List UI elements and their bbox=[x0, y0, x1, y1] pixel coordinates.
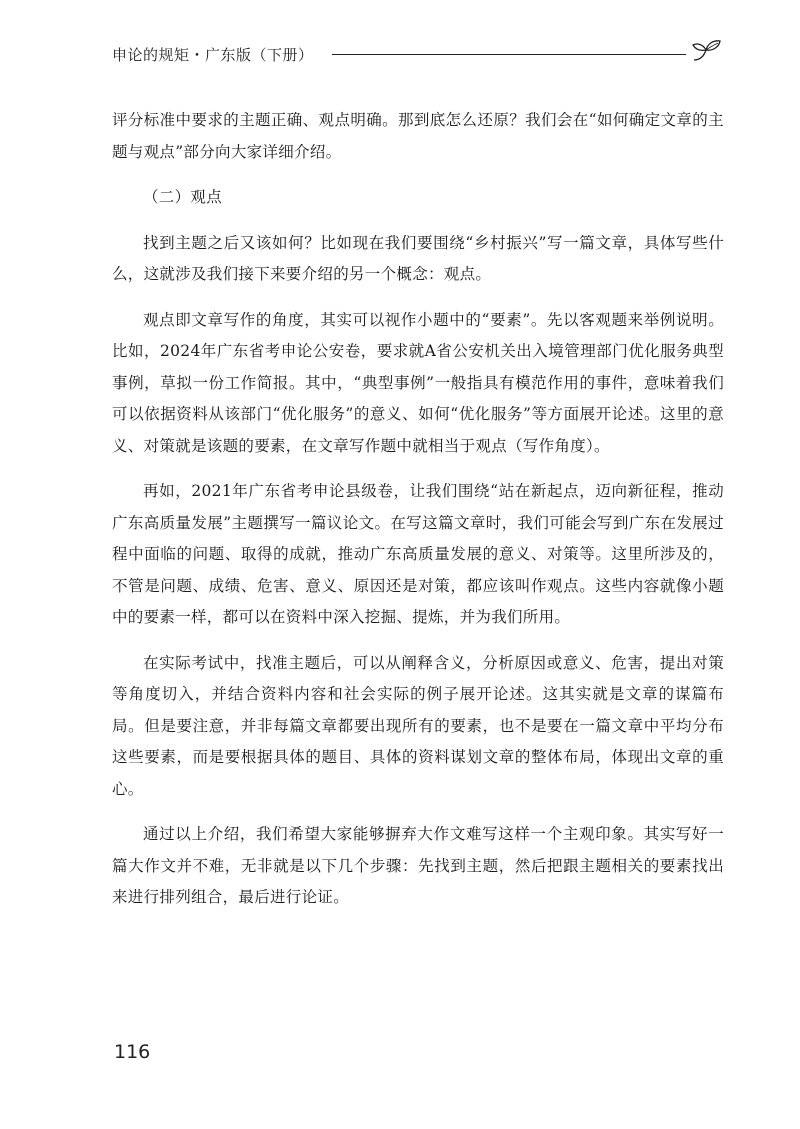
paragraph: 找到主题之后又该如何？比如现在我们要围绕“乡村振兴”写一篇文章，具体写些什么，这就涉及我们接下来要介绍的另一个概念：观点。 bbox=[112, 233, 724, 283]
sprout-icon bbox=[690, 38, 724, 64]
section-heading: （二）观点 bbox=[143, 188, 223, 206]
header-divider bbox=[332, 54, 686, 55]
running-header-title: 申论的规矩・广东版（下册） bbox=[112, 46, 314, 64]
paragraph: 在实际考试中，找准主题后，可以从阐释含义，分析原因或意义、危害，提出对策等角度切入，并结合资料内容和社会实际的例子展开论述。这其实就是文章的谋篇布局。但是要注意，并非每篇文章都要出现所有的要素，也不是要在一篇文章中平均分布这些要素，而是要根据具体的题目、具体的资料谋划文章的整体布局，体现出文章的重心。 bbox=[112, 653, 724, 798]
page-number: 116 bbox=[114, 1041, 151, 1063]
paragraph: 再如，2021年广东省考申论县级卷，让我们围绕“站在新起点，迈向新征程，推动广东高质量发展”主题撰写一篇议论文。在写这篇文章时，我们可能会写到广东在发展过程中面临的问题、取得的成就，推动广东高质量发展的意义、对策等。这里所涉及的，不管是问题、成绩、危害、意义、原因还是对策，都应该叫作观点。这些内容就像小题中的要素一样，都可以在资料中深入挖掘、提炼，并为我们所用。 bbox=[112, 482, 724, 626]
paragraph: 通过以上介绍，我们希望大家能够摒弃大作文难写这样一个主观印象。其实写好一篇大作文并不难，无非就是以下几个步骤：先找到主题，然后把跟主题相关的要素找出来进行排列组合，最后进行论证。 bbox=[112, 825, 724, 906]
paragraph: 观点即文章写作的角度，其实可以视作小题中的“要素”。先以客观题来举例说明。比如，2024年广东省考申论公安卷，要求就A省公安机关出入境管理部门优化服务典型事例，草拟一份工作简报。其中，“典型事例”一般指具有模范作用的事件，意味着我们可以依据资料从该部门“优化服务”的意义、如何“优化服务”等方面展开论述。这里的意义、对策就是该题的要素，在文章写作题中就相当于观点（写作角度）。 bbox=[112, 310, 724, 455]
running-header bbox=[112, 40, 724, 70]
paragraph: 评分标准中要求的主题正确、观点明确。那到底怎么还原？我们会在“如何确定文章的主题与观点”部分向大家详细介绍。 bbox=[112, 111, 724, 161]
page-body bbox=[112, 105, 724, 928]
